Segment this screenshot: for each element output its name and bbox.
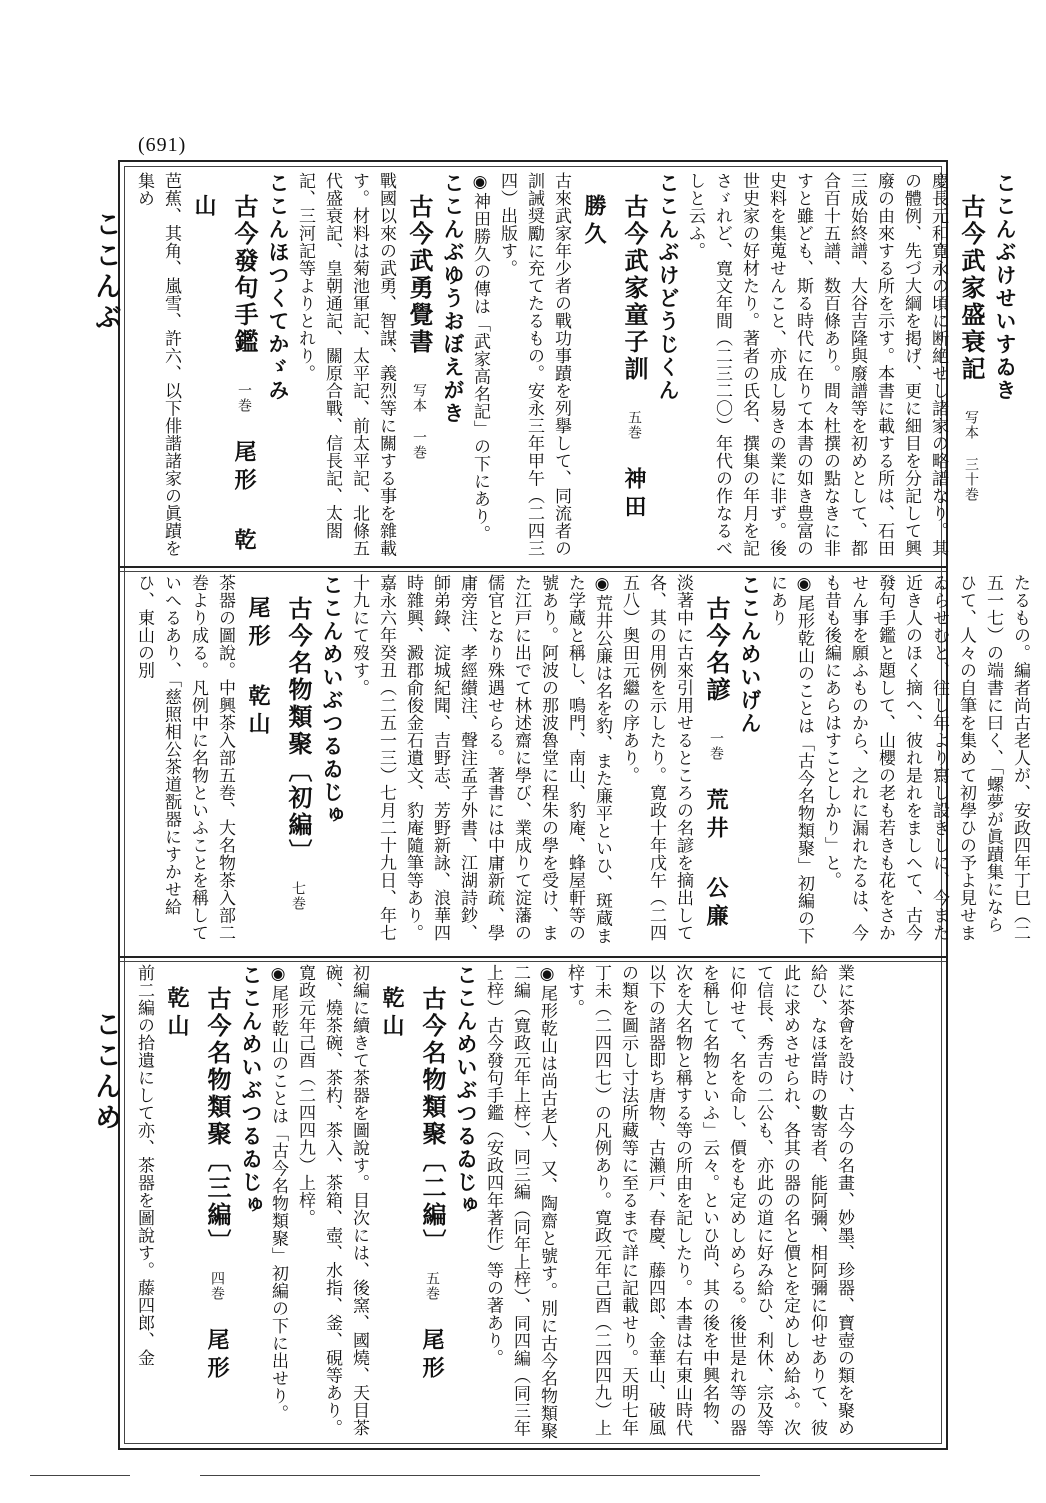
entry-body: 古來武家年少者の戰功事蹟を列擧して、同流者の訓誡奨勵に充てたるもの。安永三年甲午（二四三四）出版す。 [497,172,571,557]
entry-body: 慶長元和寛永の頃に断絶せし諸家の略譜なり。其の體例、先づ大綱を掲げ、更に細目を分記して興廢の由來する所を示す。本書に載する所は、石田三成始終譜、大谷吉隆與廢譜等を初めとして、都合百十五譜、数百條あり。間々杜撰の點なきに非すと雖ども、斯る時代に在りて本書の如き豊富の史料を集蒐せんこと、亦成し易きの業に非ず。後世史家の好材たり。著者の氏名、撰集の年月を記さゞれど、寛文年間（二三二〇）年代の作なるべしと云ふ。 [685,172,948,557]
entry-heading: ここんめいぶつるゐじゅ [239,964,263,1217]
entry-note: ◉尾形乾山のことは「古今名物類聚」初編の下にあり [767,574,814,945]
page-number: (691) [138,134,187,156]
tier-middle [130,574,1030,950]
entry-title: 古今名物類聚〔三編〕 四巻 尾形 乾山 [164,986,232,1384]
tier-divider-2 [120,956,946,958]
entry-title: 古今名諺 一巻 荒井 公廉 [702,596,731,932]
entry-heading: ここんぶけせいすゐき [993,172,1017,402]
entry-title: 古今武勇覺書 写本 一巻 [405,194,434,460]
entry-title: 古今武家盛衰記 写本 三十巻 [957,194,986,502]
entry-title: 古今發句手鑑 一巻 尾形 乾山 [191,194,259,556]
bottom-rule [200,1475,760,1476]
tier-lower [130,964,940,1442]
bottom-rule [30,1475,130,1476]
entry-body-continued: 業に茶會を設け、古今の名畫、妙墨、珍器、寶壺の類を聚め給ひ、なほ當時の數寄者、能阿彌、相阿彌に仰せありて、彼此に求めさせられ、各其の器の名と價とを定めしめ給ふ。次て信長、秀吉の二公も、亦此の道に好み給ひ、利休、宗及等に仰せて、名を命し、價をも定めしめらる。後世是れ等の器を稱して名物といふ」云々。といひ尚、其の後を中興名物、次を大名物と稱する等の所由を記したり。本書は右東山時代以下の諸器即ち唐物、古瀨戸、春慶、藤四郎、金華山、破風の類を圖示し寸法所藏等に至るまで詳に記載せり。天明七年丁未（二四四七）の凡例あり。寛政元年己酉（二四四九）上梓す。 [564,964,854,1437]
entry-body: 前二編の拾遺にして亦、茶器を圖說す。藤四郎、金 [134,964,154,1367]
entry-title: 古今武家童子訓 五巻 神田 勝久 [581,194,649,523]
entry-title: 古今名物類聚〔二編〕 五巻 尾形 乾山 [379,986,447,1384]
entry-title: 古今名物類聚〔初編〕 七巻 尾形 乾山 [245,596,313,911]
entry-heading: ここんめいぶつるゐじゅ [320,574,344,827]
entry-heading: ここんめいげん [738,574,762,735]
tier-divider-1 [120,566,946,568]
entry-heading: ここんめいぶつるゐじゅ [454,964,478,1217]
entry-body: 淡著中に古來引用せるところの名諺を摘出して各、其の用例を示したり。寛政十年戊午（二四五八）奥田元繼の序あり。 [619,574,693,942]
side-heading-lower: ここんめ [90,1010,121,1134]
entry-body: 茶器の圖說。中興茶入部五巻、大名物茶入部二巻より成る。凡例中に名物といふことを稱していへるあり、「慈照相公茶道翫器にすかせ給ひ、東山の別 [134,574,235,942]
entry-note: ◉荒井公廉は名を豹、また廉平といひ、斑蔵また学蔵と稱し、鳴門、南山、豹庵、蜂屋軒等の號あり。阿波の那波魯堂に程朱の學を受け、また江戸に出でて林述齋に學び、業成りて淀藩の儒官となり殊遇せらる。著書には中庸新疏、學庸旁注、孝經纉注、聲注孟子外書、江湖詩鈔、師弟錄、淀城紀聞、吉野志、芳野新詠、浪華四時雜興、澱郡俞俊金石遺文、豹庵隨筆等あり。嘉永六年癸丑（二五一三）七月二十九日、年七十九にて歿す。 [349,574,612,945]
tier-upper [130,172,1017,560]
entry-body-continued: たるもの。編者尚古老人が、安政四年丁巳（二五一七）の端書に曰く、「螺夢が眞蹟集にならひて、人々の自筆を集めて初學ひの予よ見せまゐらせむと、往し年より寫し設きしに、今また近き人のほく摘へ、彼れ是れをましへて、古今發句手鑑と題して、山櫻の老も若きも花をさかせん事を願ふものから、之れに漏れたるは、今も昔も後編にあらはすことしかり」と。 [821,574,1030,942]
entry-body: 戰國以來の武勇、智謀、義烈等に關する事を雜載す。材料は菊池軍記、太平記、前太平記、北條五代盛衰記、皇朝通記、關原合戰、信長記、太閤記、三河記等よりとれり。 [295,172,396,557]
entry-body: 芭蕉、其角、嵐雪、許六、以下俳諧諸家の眞蹟を集め [134,172,181,557]
entry-heading: ここんほつくてかゞみ [266,172,290,402]
side-heading-upper: ここんぶ [90,210,121,334]
entry-note: ◉尾形乾山のことは「古今名物類聚」初編の下に出せり。 [268,964,288,1422]
entry-note: ◉神田勝久の傳は「武家高名記」の下にあり。 [470,172,490,543]
entry-heading: ここんぶゆうおぼえがき [441,172,465,425]
entry-heading: ここんぶけどうじくん [656,172,680,402]
entry-note: ◉尾形乾山は尚古老人、又、陶齋と號す。別に古今名物類聚二編（寛政元年上梓）、同三編（同年上梓）、同四編（同三年上梓）古今發句手鑑（安政四年著作）等の著あり。 [483,964,557,1440]
entry-body: 初編に續きて茶器を圖說す。目次には、後窯、國燒、天目茶碗、燒茶碗、茶杓、茶入、茶箱、壺、水指、釜、硯等あり。寛政元年己酉（二四四九）上梓。 [295,964,369,1437]
